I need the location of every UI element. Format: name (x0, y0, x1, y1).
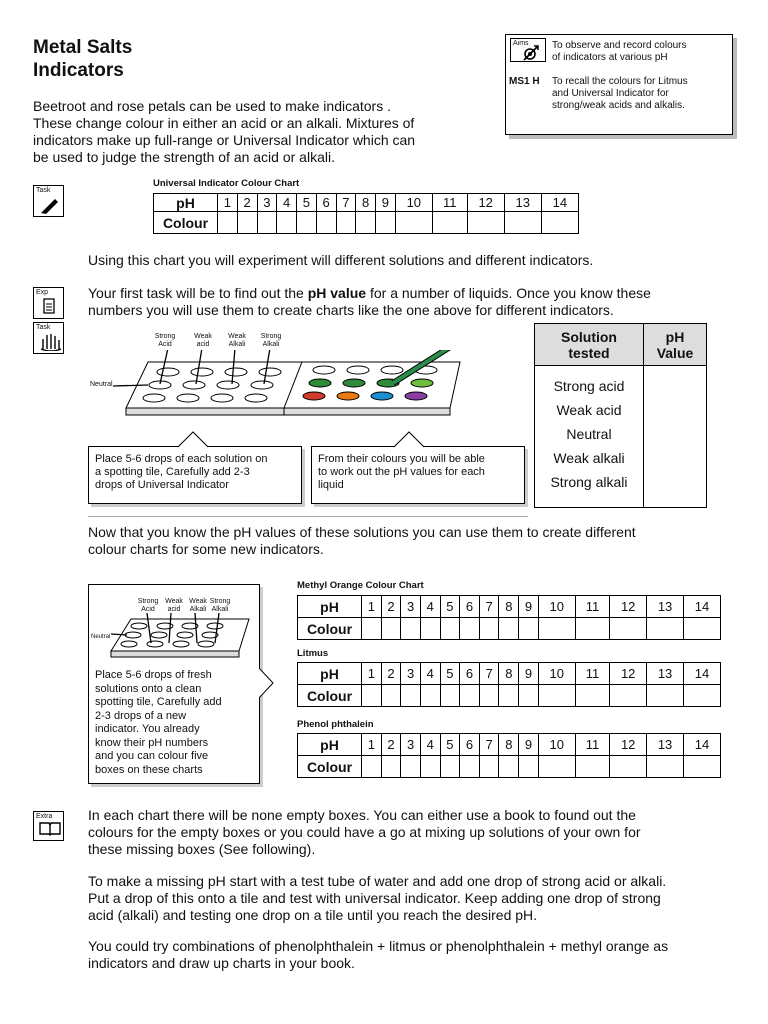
colour-cell[interactable] (647, 618, 684, 640)
label-strong-acid: Strong Acid (154, 333, 176, 348)
colour-cell[interactable] (356, 212, 376, 234)
header-ph-value: pH Value (644, 324, 707, 366)
callout-fresh-text: Place 5-6 drops of fresh solutions onto a clean spotting tile, Carefully add 2-3 drops of a new indicator. You already know their pH numbers and you can colour five boxes on these charts (95, 669, 222, 776)
label-weak-acid-2: Weak acid (165, 598, 183, 613)
colour-cell[interactable] (479, 618, 499, 640)
intro-line: Beetroot and rose petals can be used to make indicators . (33, 98, 391, 114)
colour-cell[interactable] (519, 618, 539, 640)
pencil-icon (39, 194, 61, 214)
colour-cell[interactable] (316, 212, 336, 234)
colour-cell[interactable] (575, 685, 610, 707)
label-weak-alkali: Weak Alkali (228, 333, 246, 348)
colour-cell[interactable] (610, 618, 647, 640)
instruction-1: Using this chart you will experiment will different solutions and different indicators. (88, 252, 594, 268)
colour-cell[interactable] (519, 685, 539, 707)
colour-cell[interactable] (538, 618, 575, 640)
solution-row: Neutral (566, 426, 612, 442)
colour-cell[interactable] (362, 618, 382, 640)
first-task-line2: numbers you will use them to create charts like the one above for different indicators. (88, 302, 614, 318)
colour-cell[interactable] (647, 685, 684, 707)
colour-cell[interactable] (575, 618, 610, 640)
solution-names (535, 366, 644, 508)
label-neutral-2: Neutral (91, 634, 111, 640)
colour-cell[interactable] (440, 756, 460, 778)
colour-cell[interactable] (395, 212, 432, 234)
hand-icon (39, 331, 63, 351)
instruction-2: Now that you know the pH values of these solutions you can use them to create different colour charts for some new indicators. (88, 524, 636, 557)
aims-label: Aims (513, 40, 529, 47)
methyl-orange-table: pH 1 2 3 4 5 6 7 8 9 10 11 12 13 14 Colour (297, 595, 721, 640)
ph-value: 3 (257, 194, 277, 212)
small-tile-svg (89, 613, 261, 665)
page-title (33, 36, 132, 82)
ph-value: 10 (395, 194, 432, 212)
colour-cell[interactable] (420, 618, 440, 640)
ph-value: 5 (297, 194, 317, 212)
first-task-text: Your first task will be to find out the (88, 285, 308, 301)
ph-label: pH (298, 663, 362, 685)
colour-cell[interactable] (538, 756, 575, 778)
callout-ph-values: From their colours you will be able to work out the pH values for each liquid (311, 446, 525, 504)
solution-table (534, 323, 707, 508)
extra-icon-label: Extra (36, 813, 53, 820)
colour-cell[interactable] (336, 212, 356, 234)
colour-cell[interactable] (460, 756, 480, 778)
ph-label: pH (154, 194, 218, 212)
label-strong-alkali: Strong Alkali (260, 333, 282, 348)
aim-line: To observe and record colours (552, 40, 687, 51)
callout-place-drops: Place 5-6 drops of each solution on a spotting tile, Carefully add 2-3 drops of Universal Indicator (88, 446, 302, 504)
universal-chart-title: Universal Indicator Colour Chart (153, 178, 300, 189)
label-strong-alkali-2: Strong Alkali (209, 598, 231, 613)
colour-cell[interactable] (401, 756, 421, 778)
colour-cell[interactable] (432, 212, 467, 234)
solution-row: Strong alkali (550, 474, 628, 490)
aim-item-1 (552, 40, 728, 64)
solution-row: Strong acid (553, 378, 625, 394)
colour-cell[interactable] (381, 756, 401, 778)
ph-value: 7 (336, 194, 356, 212)
task-icon-label: Task (36, 324, 51, 331)
colour-label: Colour (298, 756, 362, 778)
label-strong-acid-2: Strong Acid (137, 598, 159, 613)
colour-cell[interactable] (381, 685, 401, 707)
title-line-1: Metal Salts (33, 37, 133, 58)
colour-cell[interactable] (479, 685, 499, 707)
title-line-2: Indicators (33, 60, 124, 81)
ms-label: MS1 H (509, 76, 540, 87)
colour-cell[interactable] (499, 756, 519, 778)
task-icon-2 (33, 322, 64, 354)
ph-value: 8 (356, 194, 376, 212)
callout-pointer-1 (178, 430, 208, 448)
colour-cell[interactable] (237, 212, 257, 234)
callout-pointer-3 (259, 668, 275, 698)
task-icon (33, 185, 64, 217)
ph-value: 11 (432, 194, 467, 212)
intro-line: indicators make up full-range or Universal Indicator which can (33, 132, 416, 148)
header-solution: Solution tested (535, 324, 644, 366)
colour-cell[interactable] (499, 685, 519, 707)
colour-cell[interactable] (479, 756, 499, 778)
colour-cell[interactable] (440, 618, 460, 640)
colour-cell[interactable] (684, 618, 721, 640)
colour-cell[interactable] (541, 212, 578, 234)
colour-cell[interactable] (610, 685, 647, 707)
colour-cell[interactable] (684, 756, 721, 778)
aims-icon (510, 38, 546, 62)
aims-box (505, 34, 733, 135)
colour-cell[interactable] (519, 756, 539, 778)
callout-fresh-solutions (88, 584, 260, 784)
aim-line: strong/weak acids and alkalis. (552, 100, 685, 111)
ph-value: 14 (541, 194, 578, 212)
colour-cell[interactable] (575, 756, 610, 778)
ph-label: pH (298, 596, 362, 618)
colour-cell[interactable] (467, 212, 504, 234)
label-weak-alkali-2: Weak Alkali (189, 598, 207, 613)
litmus-title: Litmus (297, 648, 329, 659)
colour-cell[interactable] (647, 756, 684, 778)
ph-value-cell[interactable] (644, 366, 707, 508)
missing-ph-paragraph: To make a missing pH start with a test tube of water and add one drop of strong acid or alkali. Put a drop of this onto a tile and test with universal indicator. Keep adding one drop of strong acid (alkali) and testing one drop on a tile until you reach the desired pH. (88, 873, 667, 923)
colour-cell[interactable] (538, 685, 575, 707)
intro-paragraph (33, 98, 483, 166)
label-neutral: Neutral (90, 381, 113, 388)
colour-cell[interactable] (684, 685, 721, 707)
extra-icon (33, 811, 64, 841)
colour-cell[interactable] (362, 756, 382, 778)
spotting-tiles-svg (88, 350, 528, 420)
ph-value: 9 (376, 194, 396, 212)
task-icon-label: Task (36, 187, 51, 194)
colour-cell[interactable] (277, 212, 297, 234)
book-icon (39, 820, 61, 836)
solution-row: Weak alkali (553, 450, 625, 466)
ph-value: 13 (504, 194, 541, 212)
litmus-table: pH 1 2 3 4 5 6 7 8 9 10 11 12 13 14 Colour (297, 662, 721, 707)
colour-cell[interactable] (362, 685, 382, 707)
first-task-text: for a number of liquids. Once you know these (366, 285, 651, 301)
label-weak-acid: Weak acid (194, 333, 212, 348)
colour-cell[interactable] (297, 212, 317, 234)
colour-label: Colour (154, 212, 218, 234)
colour-cell[interactable] (440, 685, 460, 707)
colour-cell[interactable] (218, 212, 238, 234)
colour-cell[interactable] (420, 756, 440, 778)
aim-line: of indicators at various pH (552, 52, 668, 63)
colour-cell[interactable] (376, 212, 396, 234)
colour-cell[interactable] (420, 685, 440, 707)
methyl-orange-title: Methyl Orange Colour Chart (297, 580, 424, 591)
ph-value: 6 (316, 194, 336, 212)
exp-icon-label: Exp (36, 289, 49, 296)
phenolphthalein-table: pH 1 2 3 4 5 6 7 8 9 10 11 12 13 14 Colour (297, 733, 721, 778)
colour-cell[interactable] (460, 618, 480, 640)
first-task-paragraph (88, 285, 651, 319)
colour-label: Colour (298, 618, 362, 640)
experiment-icon (33, 287, 64, 319)
solution-row: Weak acid (556, 402, 622, 418)
first-task-bold: pH value (307, 285, 367, 301)
intro-line: These change colour in either an acid or an alkali. Mixtures of (33, 115, 415, 131)
callout-pointer-2 (394, 430, 424, 448)
colour-cell[interactable] (401, 685, 421, 707)
colour-label: Colour (298, 685, 362, 707)
phenolphthalein-title: Phenol phthalein (297, 719, 374, 730)
colour-cell[interactable] (401, 618, 421, 640)
universal-chart-table (153, 193, 579, 234)
colour-cell[interactable] (381, 618, 401, 640)
ph-value: 12 (467, 194, 504, 212)
ph-value: 4 (277, 194, 297, 212)
colour-cell[interactable] (610, 756, 647, 778)
colour-cell[interactable] (504, 212, 541, 234)
colour-cell[interactable] (460, 685, 480, 707)
intro-line: be used to judge the strength of an acid or alkali. (33, 149, 335, 165)
aim-line: and Universal Indicator for (552, 88, 669, 99)
colour-cell[interactable] (257, 212, 277, 234)
ph-value: 1 (218, 194, 238, 212)
beaker-icon (39, 296, 61, 316)
ph-label: pH (298, 734, 362, 756)
combinations-paragraph: You could try combinations of phenolphthalein + litmus or phenolphthalein + methyl orange as indicators and draw up charts in your book. (88, 938, 669, 971)
colour-cell[interactable] (499, 618, 519, 640)
aim-line: To recall the colours for Litmus (552, 76, 688, 87)
extra-paragraph: In each chart there will be none empty boxes. You can either use a book to found out the colours for the empty boxes or you could have a go at mixing up solutions of your own for these missing boxes (See following). (88, 807, 641, 857)
aim-item-2 (552, 76, 728, 112)
ph-value: 2 (237, 194, 257, 212)
